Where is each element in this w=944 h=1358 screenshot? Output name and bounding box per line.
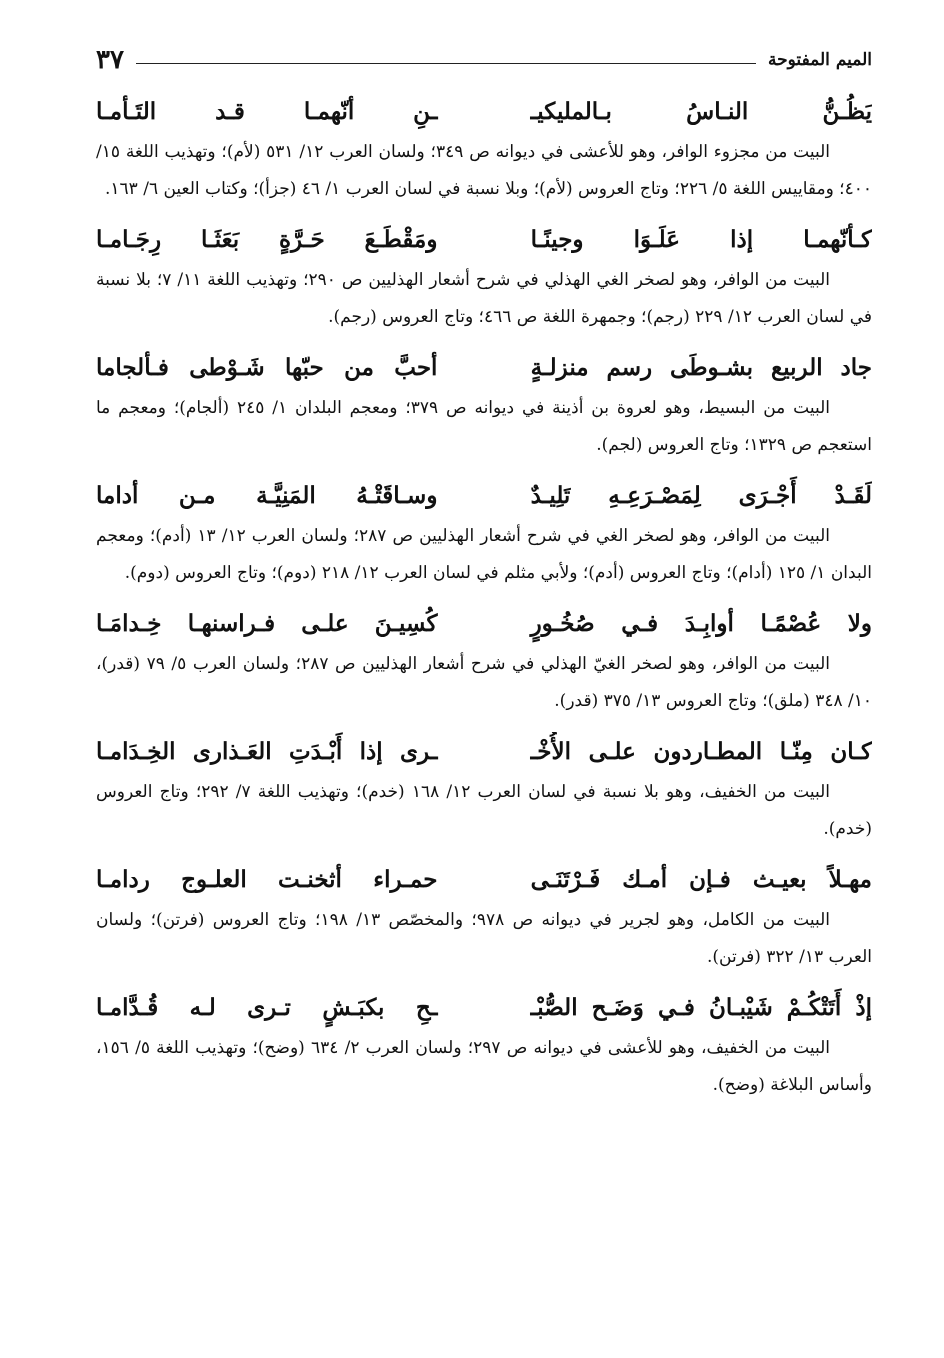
verse-line — [96, 604, 872, 646]
verse-line — [96, 348, 872, 390]
first-hemistich: جاد الربيع بشـوطَى رسم منزلـةٍ — [530, 354, 872, 381]
verse-entries — [96, 92, 872, 1104]
verse-commentary: البيت من الوافر، وهو لصخر الغي في شرح أشعار الهذليين ص ٢٨٧؛ ولسان العرب ١٢/ ١٣ (أدم)؛ ومعجم البدان ١/ ١٢٥ (أدام)؛ وتاج العروس (أدم)؛ ولأبي مثلم في لسان العرب ١٢/ ٢١٨ (دوم)؛ وتاج العروس (دوم). — [96, 526, 872, 583]
verse-commentary: البيت من مجزوء الوافر، وهو للأعشى في ديوانه ص ٣٤٩؛ ولسان العرب ١٢/ ٥٣١ (لأم)؛ وتهذيب اللغة ١٥/ ٤٠٠؛ ومقاييس اللغة ٥/ ٢٢٦؛ وتاج العروس (لأم)؛ وبلا نسبة في لسان العرب ١/ ٤٦ (جزأ)؛ وكتاب العين ٦/ ١٦٣. — [96, 142, 872, 199]
second-hemistich: ـحِ بكبَـشٍ تـرى لـه قُـدَّامـا — [96, 994, 438, 1021]
verse-commentary: البيت من الخفيف، وهو للأعشى في ديوانه ص ٢٩٧؛ ولسان العرب ٢/ ٦٣٤ (وضح)؛ وتهذيب اللغة ٥/ ١٥٦، وأساس البلاغة (وضح). — [96, 1038, 872, 1095]
verse-commentary: البيت من البسيط، وهو لعروة بن أذينة في ديوانه ص ٣٧٩؛ ومعجم البلدان ١/ ٢٤٥ (ألجام)؛ ومعجم ما استعجم ص ١٣٢٩؛ وتاج العروس (لجم). — [96, 398, 872, 455]
verse-line — [96, 860, 872, 902]
verse-entry — [96, 988, 872, 1104]
second-hemistich: وسـاقَتْـهُ المَنِيَّـة مـن أداما — [96, 482, 438, 509]
book-page — [96, 40, 872, 1104]
verse-entry — [96, 860, 872, 976]
verse-line — [96, 92, 872, 134]
verse-entry — [96, 220, 872, 336]
verse-line — [96, 988, 872, 1030]
second-hemistich: ـنِ أنّهمـا قـد التَـأمـا — [96, 98, 438, 125]
first-hemistich: لَقَـدْ أَجْـرَى لِمَصْـرَعِـهِ تَلِيـدٌ — [530, 482, 872, 509]
verse-entry — [96, 732, 872, 848]
running-header — [96, 40, 872, 80]
verse-entry — [96, 476, 872, 592]
verse-entry — [96, 92, 872, 208]
second-hemistich: أحبَّ من حبّها شَـوْطى فـألجاما — [96, 354, 438, 381]
second-hemistich: كُسِيـنَ علـى فـراسنهـا خِـدامَـا — [96, 610, 438, 637]
second-hemistich: ومَقْطَـعَ حَـرَّةٍ بَعَثَـا رِجَـامـا — [96, 226, 438, 253]
first-hemistich: كـأنّهمـا إذا عَلَـوَا وجينًـا — [530, 226, 872, 253]
first-hemistich: مهـلاً بعيـث فـإن أمـك فَـرْتَنَـى — [530, 866, 872, 893]
verse-line — [96, 220, 872, 262]
second-hemistich: ـرى إذا أَبْـدَتِ العَـذارى الخِـدَامـا — [96, 738, 438, 765]
verse-line — [96, 476, 872, 518]
second-hemistich: حمـراء أثخنـت العلـوج ردامـا — [96, 866, 438, 893]
first-hemistich: ولا عُصْمًـا أوابِـدَ فـي صُخُـورٍ — [530, 610, 872, 637]
verse-commentary: البيت من الوافر، وهو لصخر الغي الهذلي في شرح أشعار الهذليين ص ٢٩٠؛ وتهذيب اللغة ١١/ ٧؛ بلا نسبة في لسان العرب ١٢/ ٢٢٩ (رجم)؛ وجمهرة اللغة ص ٤٦٦؛ وتاج العروس (رجم). — [96, 270, 872, 327]
page-number: ٣٧ — [96, 45, 124, 75]
header-rule — [136, 63, 756, 64]
verse-commentary: البيت من الكامل، وهو لجرير في ديوانه ص ٩٧٨؛ والمخصّص ١٣/ ١٩٨؛ وتاج العروس (فرتن)؛ ولسان العرب ١٣/ ٣٢٢ (فرتن). — [96, 910, 872, 967]
verse-line — [96, 732, 872, 774]
verse-commentary: البيت من الوافر، وهو لصخر الغيّ الهذلي في شرح أشعار الهذليين ص ٢٨٧؛ ولسان العرب ٥/ ٧٩ (قدر)، ١٠/ ٣٤٨ (ملق)؛ وتاج العروس ١٣/ ٣٧٥ (قدر). — [96, 654, 872, 711]
first-hemistich: إذْ أَتَتْكُـمْ شَيْبـانُ فـي وَضَـح الصُّبْـ — [530, 994, 872, 1021]
first-hemistich: يَظُـنُّ النـاسُ بـالمليكيـ — [530, 98, 872, 125]
verse-entry — [96, 604, 872, 720]
verse-commentary: البيت من الخفيف، وهو بلا نسبة في لسان العرب ١٢/ ١٦٨ (خدم)؛ وتهذيب اللغة ٧/ ٢٩٢؛ وتاج العروس (خدم). — [96, 782, 872, 839]
verse-entry — [96, 348, 872, 464]
first-hemistich: كـان مِنّـا المطـاردون علـى الأُخْـ — [530, 738, 872, 765]
chapter-title: الميم المفتوحة — [768, 50, 872, 70]
